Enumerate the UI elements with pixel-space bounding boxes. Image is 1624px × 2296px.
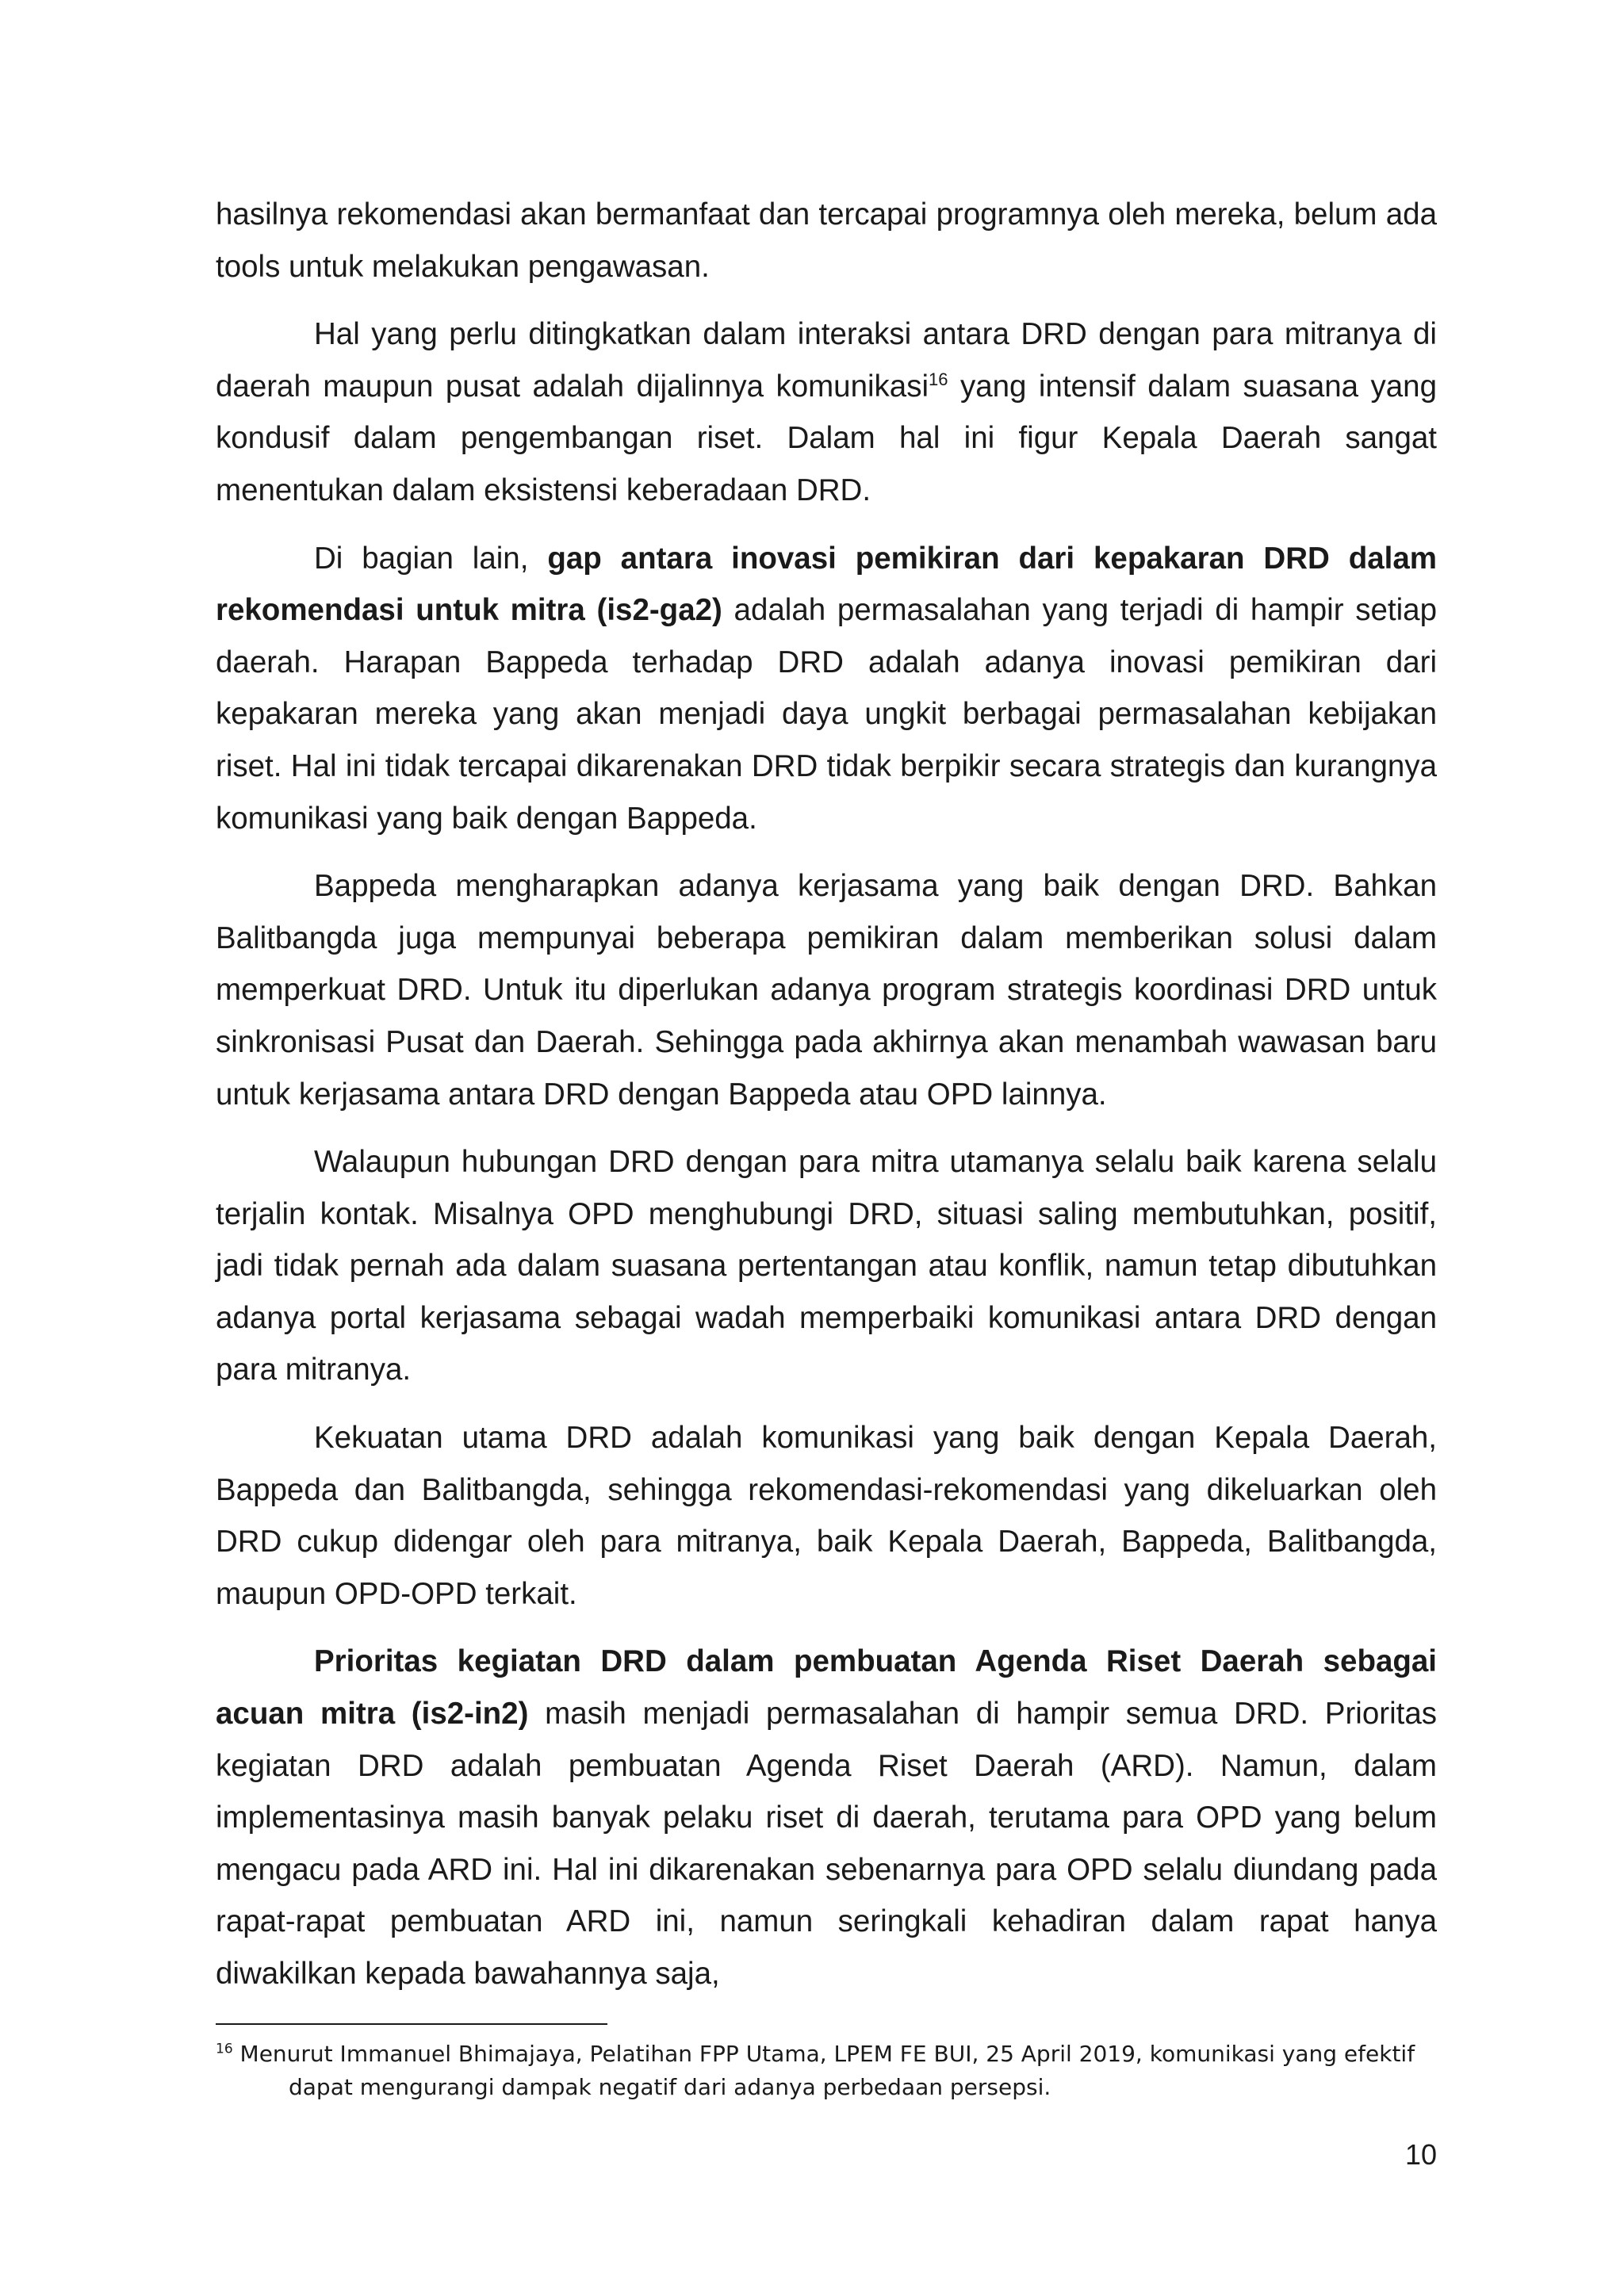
text-segment: Di bagian lain, (314, 541, 548, 576)
paragraph (216, 1412, 1437, 1620)
paragraph (216, 189, 1437, 293)
footnote-line-1: Menurut Immanuel Bhimajaya, Pelatihan FPP Utama, LPEM FE BUI, 25 April 2019, komunikasi yang efektif (232, 2041, 1415, 2067)
text-segment: Walaupun hubungan DRD dengan para mitra utamanya selalu baik karena selalu terjalin kontak. Misalnya OPD menghubungi DRD, situasi saling membutuhkan, positif, jadi tidak pernah ada dalam suasana pertentangan atau konflik, namun tetap dibutuhkan adanya portal kerjasama sebagai wadah memperbaiki komunikasi antara DRD dengan para mitranya. (216, 1145, 1437, 1387)
footnote-line-2: dapat mengurangi dampak negatif dari adanya perbedaan persepsi. (289, 2074, 1051, 2100)
footnote (216, 2038, 1453, 2104)
page-number: 10 (1404, 2138, 1437, 2171)
paragraph (216, 1636, 1437, 1999)
footnote-separator (216, 2023, 607, 2025)
text-segment: Bappeda mengharapkan adanya kerjasama yang baik dengan DRD. Bahkan Balitbangda juga mempunyai beberapa pemikiran dalam memberikan solusi dalam memperkuat DRD. Untuk itu diperlukan adanya program strategis koordinasi DRD untuk sinkronisasi Pusat dan Daerah. Sehingga pada akhirnya akan menambah wawasan baru untuk kerjasama antara DRD dengan Bappeda atau OPD lainnya. (216, 869, 1437, 1112)
paragraph (216, 308, 1437, 516)
text-segment: Hal yang perlu ditingkatkan dalam interaksi antara DRD dengan para mitranya di daerah maupun pusat adalah dijalinnya komunikasi (216, 317, 1437, 404)
bold-text: Prioritas kegiatan DRD dalam pembuatan Agenda Riset Daerah sebagai acuan mitra (is2-in2) (216, 1644, 1437, 1732)
body-text (216, 189, 1437, 2016)
text-segment: Kekuatan utama DRD adalah komunikasi yang baik dengan Kepala Daerah, Bappeda dan Balitbangda, sehingga rekomendasi-rekomendasi yang dikeluarkan oleh DRD cukup didengar oleh para mitranya, baik Kepala Daerah, Bappeda, Balitbangda, maupun OPD-OPD terkait. (216, 1421, 1437, 1611)
text-segment: masih menjadi permasalahan di hampir semua DRD. Prioritas kegiatan DRD adalah pembuatan Agenda Riset Daerah (ARD). Namun, dalam implementasinya masih banyak pelaku riset di daerah, terutama para OPD yang belum mengacu pada ARD ini. Hal ini dikarenakan sebenarnya para OPD selalu diundang pada rapat-rapat pembuatan ARD ini, namun seringkali kehadiran dalam rapat hanya diwakilkan kepada bawahannya saja, (216, 1697, 1438, 1991)
bold-text: gap antara inovasi pemikiran dari kepakaran DRD dalam rekomendasi untuk mitra (is2-ga2) (216, 541, 1438, 628)
paragraph (216, 533, 1437, 845)
footnote-marker: 16 (216, 2041, 233, 2057)
footnote-reference: 16 (929, 369, 948, 389)
text-segment: adalah permasalahan yang terjadi di hampir setiap daerah. Harapan Bappeda terhadap DRD adalah adanya inovasi pemikiran dari kepakaran mereka yang akan menjadi daya ungkit berbagai permasalahan kebijakan riset. Hal ini tidak tercapai dikarenakan DRD tidak berpikir secara strategis dan kurangnya komunikasi yang baik dengan Bappeda. (216, 593, 1437, 836)
text-segment: hasilnya rekomendasi akan bermanfaat dan tercapai programnya oleh mereka, belum ada tools untuk melakukan pengawasan. (216, 197, 1437, 284)
text-segment: yang intensif dalam suasana yang kondusif dalam pengembangan riset. Dalam hal ini figur Kepala Daerah sangat menentukan dalam eksistensi keberadaan DRD. (216, 369, 1438, 507)
paragraph (216, 860, 1437, 1120)
paragraph (216, 1136, 1437, 1396)
